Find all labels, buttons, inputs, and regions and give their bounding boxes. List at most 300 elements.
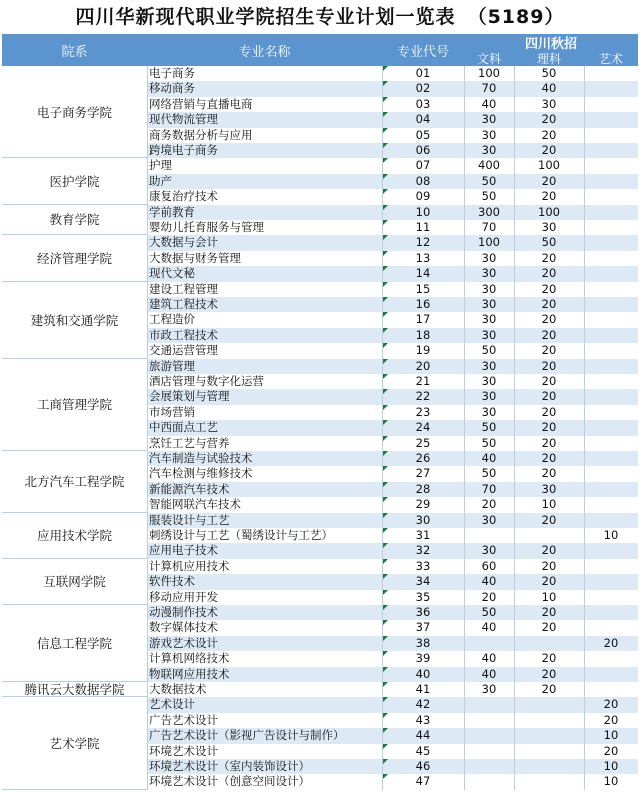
cell-li: 20	[541, 651, 557, 666]
cell-code: 27	[415, 466, 431, 481]
cell-wen: 30	[481, 374, 497, 388]
cell-marker-icon	[383, 158, 388, 163]
cell-marker-icon	[383, 405, 388, 410]
cell-yi	[584, 574, 638, 589]
cell-wen: 30	[481, 389, 497, 404]
cell-marker-icon	[383, 744, 388, 749]
cell-wen: 70	[481, 481, 497, 496]
cell-code: 19	[415, 343, 431, 358]
cell-code: 31	[415, 528, 431, 542]
cell-li	[514, 728, 584, 743]
cell-wen	[464, 713, 514, 728]
cell-li: 50	[541, 235, 557, 250]
cell-major: 大数据与会计	[149, 235, 218, 250]
cell-major: 现代物流管理	[149, 112, 218, 127]
column-divider	[514, 66, 515, 790]
cell-major: 刺绣设计与工艺（蜀绣设计与工艺）	[149, 528, 333, 542]
cell-marker-icon	[383, 682, 388, 687]
cell-li: 20	[541, 189, 557, 204]
cell-marker-icon	[383, 297, 388, 302]
cell-major: 广告艺术设计	[149, 712, 218, 727]
cell-code: 16	[415, 297, 431, 311]
cell-wen: 50	[481, 173, 497, 188]
cell-code: 05	[415, 127, 431, 142]
cell-marker-icon	[383, 636, 388, 641]
cell-marker-icon	[383, 81, 388, 86]
cell-li: 30	[541, 220, 557, 234]
cell-wen: 40	[481, 574, 497, 589]
cell-major: 大数据技术	[149, 682, 207, 696]
cell-yi	[584, 189, 638, 204]
department-cell: 建筑和交通学院	[2, 282, 147, 359]
cell-marker-icon	[383, 667, 388, 672]
cell-yi	[584, 374, 638, 389]
cell-major: 新能源汽车技术	[149, 481, 230, 496]
cell-code: 47	[415, 774, 431, 789]
cell-major: 物联网应用技术	[149, 666, 230, 681]
cell-marker-icon	[383, 128, 388, 133]
cell-yi	[584, 158, 638, 173]
cell-major: 旅游管理	[149, 358, 195, 373]
cell-li: 10	[541, 589, 557, 604]
cell-code: 07	[415, 158, 431, 173]
cell-marker-icon	[383, 574, 388, 579]
cell-yi	[584, 497, 638, 512]
cell-major: 婴幼儿托育服务与管理	[149, 220, 264, 234]
cell-marker-icon	[383, 220, 388, 225]
cell-major: 市场营销	[149, 404, 195, 419]
column-divider	[147, 66, 148, 790]
cell-yi	[584, 328, 638, 343]
cell-code: 18	[415, 327, 431, 342]
cell-code: 46	[415, 759, 431, 773]
cell-marker-icon	[383, 543, 388, 548]
department-cell: 应用技术学院	[2, 513, 147, 559]
cell-yi: 10	[603, 728, 619, 743]
cell-wen: 100	[478, 235, 500, 250]
cell-li: 20	[541, 558, 557, 573]
cell-wen: 40	[481, 666, 497, 681]
cell-yi	[584, 297, 638, 312]
cell-li: 20	[541, 312, 557, 327]
cell-li: 20	[541, 420, 557, 435]
cell-major: 广告艺术设计（影视广告设计与制作）	[149, 728, 345, 743]
header-department: 院系	[61, 44, 88, 60]
cell-yi	[584, 143, 638, 158]
cell-li: 20	[541, 620, 557, 635]
cell-wen	[464, 728, 514, 743]
cell-yi	[584, 174, 638, 189]
cell-code: 10	[415, 204, 431, 219]
cell-wen: 50	[481, 466, 497, 481]
cell-marker-icon	[383, 328, 388, 333]
cell-code: 33	[415, 558, 431, 573]
cell-wen: 30	[481, 358, 497, 373]
cell-major: 移动应用开发	[149, 589, 218, 604]
cell-marker-icon	[383, 282, 388, 287]
cell-wen: 50	[481, 189, 497, 204]
cell-marker-icon	[383, 728, 388, 733]
cell-code: 03	[415, 96, 431, 111]
cell-major: 环境艺术设计（创意空间设计）	[149, 774, 310, 789]
cell-yi	[584, 235, 638, 250]
cell-code: 36	[415, 605, 431, 619]
cell-yi: 20	[603, 712, 619, 727]
cell-marker-icon	[383, 343, 388, 348]
cell-wen: 30	[481, 127, 497, 142]
cell-yi	[584, 620, 638, 635]
cell-yi	[584, 667, 638, 682]
cell-code: 17	[415, 312, 431, 327]
cell-li: 20	[541, 112, 557, 127]
cell-yi	[584, 590, 638, 605]
cell-code: 37	[415, 620, 431, 635]
cell-wen: 70	[481, 81, 497, 96]
cell-yi	[584, 682, 638, 697]
cell-yi	[584, 81, 638, 96]
cell-yi	[584, 343, 638, 358]
cell-marker-icon	[383, 605, 388, 610]
cell-marker-icon	[383, 66, 388, 71]
cell-yi	[584, 112, 638, 127]
title-text: 四川华新现代职业学院招生专业计划一览表	[75, 6, 456, 28]
cell-code: 41	[415, 682, 431, 696]
cell-major: 大数据与财务管理	[149, 250, 241, 265]
department-cell: 工商管理学院	[2, 359, 147, 451]
department-cell: 北方汽车工程学院	[2, 451, 147, 513]
cell-wen: 20	[481, 589, 497, 604]
cell-yi	[584, 251, 638, 266]
cell-wen: 40	[481, 451, 497, 465]
cell-li: 10	[541, 497, 557, 512]
cell-li: 20	[541, 543, 557, 558]
cell-wen: 30	[481, 143, 497, 157]
cell-wen	[464, 636, 514, 651]
cell-wen: 30	[481, 112, 497, 127]
cell-li: 20	[541, 143, 557, 157]
cell-code: 09	[415, 189, 431, 204]
cell-yi	[584, 651, 638, 666]
cell-marker-icon	[383, 189, 388, 194]
cell-code: 30	[415, 512, 431, 527]
cell-wen: 30	[481, 512, 497, 527]
cell-code: 44	[415, 728, 431, 743]
cell-wen: 30	[481, 312, 497, 327]
cell-wen: 20	[481, 497, 497, 512]
cell-major: 艺术设计	[149, 697, 195, 712]
cell-code: 35	[415, 589, 431, 604]
cell-wen: 50	[481, 343, 497, 358]
cell-marker-icon	[383, 528, 388, 533]
cell-marker-icon	[383, 713, 388, 718]
cell-li	[514, 774, 584, 789]
cell-li	[514, 713, 584, 728]
cell-marker-icon	[383, 312, 388, 317]
table-header	[2, 34, 638, 66]
department-cell: 电子商务学院	[2, 66, 147, 158]
cell-code: 20	[415, 358, 431, 373]
cell-li: 50	[541, 66, 557, 80]
cell-li: 20	[541, 250, 557, 265]
cell-major: 环境艺术设计（室内装饰设计）	[149, 759, 310, 773]
cell-li: 30	[541, 96, 557, 111]
cell-code: 32	[415, 543, 431, 558]
cell-major: 汽车检测与维修技术	[149, 466, 253, 481]
cell-marker-icon	[383, 266, 388, 271]
cell-marker-icon	[383, 466, 388, 471]
cell-marker-icon	[383, 697, 388, 702]
cell-wen: 30	[481, 327, 497, 342]
cell-major: 游戏艺术设计	[149, 635, 218, 650]
cell-marker-icon	[383, 174, 388, 179]
cell-yi	[584, 266, 638, 281]
cell-li: 20	[541, 343, 557, 358]
header-li: 理科	[536, 51, 561, 66]
cell-li: 20	[541, 297, 557, 311]
title-total: （5189）	[467, 6, 565, 28]
cell-major: 现代文秘	[149, 266, 195, 281]
page-title	[0, 0, 640, 34]
cell-li	[514, 528, 584, 543]
cell-li: 100	[538, 204, 560, 219]
cell-wen: 50	[481, 420, 497, 435]
department-cell: 信息工程学院	[2, 605, 147, 682]
cell-yi: 10	[603, 528, 619, 542]
cell-wen: 30	[481, 543, 497, 558]
cell-wen	[464, 697, 514, 712]
cell-li: 20	[541, 435, 557, 450]
cell-marker-icon	[383, 559, 388, 564]
cell-yi: 20	[603, 635, 619, 650]
cell-marker-icon	[383, 451, 388, 456]
cell-wen: 70	[481, 220, 497, 234]
cell-code: 15	[415, 281, 431, 296]
cell-li	[514, 636, 584, 651]
cell-yi	[584, 605, 638, 620]
cell-marker-icon	[383, 590, 388, 595]
cell-wen: 30	[481, 682, 497, 696]
cell-major: 交通运营管理	[149, 343, 218, 358]
cell-li: 20	[541, 389, 557, 404]
cell-li: 20	[541, 466, 557, 481]
cell-major: 网络营销与直播电商	[149, 96, 253, 111]
header-yi: 艺术	[598, 51, 623, 66]
cell-wen	[464, 774, 514, 789]
cell-major: 酒店管理与数字化运营	[149, 374, 264, 388]
cell-marker-icon	[383, 482, 388, 487]
cell-wen: 50	[481, 435, 497, 450]
department-cell: 艺术学院	[2, 697, 147, 789]
cell-code: 40	[415, 666, 431, 681]
column-divider	[382, 66, 383, 790]
cell-code: 21	[415, 374, 431, 388]
cell-marker-icon	[383, 759, 388, 764]
cell-wen: 30	[481, 297, 497, 311]
table-body	[2, 66, 638, 790]
cell-yi	[584, 436, 638, 451]
cell-marker-icon	[383, 513, 388, 518]
cell-major: 康复治疗技术	[149, 189, 218, 204]
cell-major: 护理	[149, 158, 172, 173]
cell-major: 环境艺术设计	[149, 743, 218, 758]
cell-major: 计算机应用技术	[149, 558, 230, 573]
cell-major: 软件技术	[149, 574, 195, 589]
cell-major: 市政工程技术	[149, 327, 218, 342]
cell-major: 会展策划与管理	[149, 389, 230, 404]
cell-major: 建筑工程技术	[149, 297, 218, 311]
cell-li: 20	[541, 666, 557, 681]
cell-code: 42	[415, 697, 431, 712]
cell-marker-icon	[383, 651, 388, 656]
cell-marker-icon	[383, 143, 388, 148]
cell-li: 30	[541, 481, 557, 496]
cell-li: 20	[541, 374, 557, 388]
cell-code: 08	[415, 173, 431, 188]
header-group: 四川秋招	[524, 36, 577, 52]
cell-wen: 100	[478, 66, 500, 80]
cell-yi	[584, 543, 638, 558]
cell-wen	[464, 744, 514, 759]
cell-major: 计算机网络技术	[149, 651, 230, 666]
cell-major: 学前教育	[149, 204, 195, 219]
department-cell: 医护学院	[2, 158, 147, 204]
cell-code: 38	[415, 635, 431, 650]
cell-marker-icon	[383, 497, 388, 502]
cell-yi	[584, 466, 638, 481]
cell-major: 应用电子技术	[149, 543, 218, 558]
cell-li	[514, 744, 584, 759]
cell-major: 工程造价	[149, 312, 195, 327]
header-major: 专业名称	[238, 44, 291, 60]
cell-marker-icon	[383, 97, 388, 102]
cell-li: 20	[541, 281, 557, 296]
cell-yi	[584, 513, 638, 528]
cell-code: 39	[415, 651, 431, 666]
department-cell: 经济管理学院	[2, 235, 147, 281]
cell-marker-icon	[383, 436, 388, 441]
cell-code: 34	[415, 574, 431, 589]
cell-code: 26	[415, 451, 431, 465]
cell-major: 数字媒体技术	[149, 620, 218, 635]
cell-marker-icon	[383, 251, 388, 256]
cell-code: 11	[415, 220, 431, 234]
cell-wen	[464, 528, 514, 543]
header-code: 专业代号	[396, 44, 449, 60]
cell-code: 23	[415, 404, 431, 419]
cell-marker-icon	[383, 235, 388, 240]
cell-yi	[584, 420, 638, 435]
cell-wen: 40	[481, 620, 497, 635]
cell-li: 20	[541, 266, 557, 281]
cell-li: 20	[541, 451, 557, 465]
department-cell: 教育学院	[2, 205, 147, 236]
cell-yi	[584, 282, 638, 297]
cell-major: 电子商务	[149, 66, 195, 80]
cell-yi	[584, 128, 638, 143]
cell-wen: 30	[481, 266, 497, 281]
cell-yi	[584, 451, 638, 466]
cell-li: 40	[541, 81, 557, 96]
cell-marker-icon	[383, 389, 388, 394]
cell-code: 14	[415, 266, 431, 281]
cell-yi: 10	[603, 774, 619, 789]
cell-li	[514, 697, 584, 712]
cell-li: 20	[541, 173, 557, 188]
cell-major: 服装设计与工艺	[149, 512, 230, 527]
cell-yi	[584, 389, 638, 404]
cell-code: 43	[415, 712, 431, 727]
cell-li	[514, 759, 584, 774]
cell-wen: 40	[481, 651, 497, 666]
cell-li: 20	[541, 574, 557, 589]
cell-li: 20	[541, 605, 557, 619]
cell-major: 汽车制造与试验技术	[149, 451, 253, 465]
header-wen: 文科	[476, 51, 501, 66]
cell-major: 建设工程管理	[149, 281, 218, 296]
cell-li: 20	[541, 682, 557, 696]
cell-major: 移动商务	[149, 81, 195, 96]
cell-yi	[584, 97, 638, 112]
cell-code: 22	[415, 389, 431, 404]
cell-major: 中西面点工艺	[149, 420, 218, 435]
cell-marker-icon	[383, 374, 388, 379]
cell-major: 助产	[149, 173, 172, 188]
column-divider	[464, 66, 465, 790]
cell-li: 20	[541, 127, 557, 142]
cell-li: 20	[541, 512, 557, 527]
cell-li: 20	[541, 327, 557, 342]
cell-yi	[584, 359, 638, 374]
cell-li: 20	[541, 404, 557, 419]
cell-marker-icon	[383, 774, 388, 779]
cell-yi	[584, 482, 638, 497]
cell-code: 45	[415, 743, 431, 758]
cell-wen	[464, 759, 514, 774]
cell-yi	[584, 205, 638, 220]
cell-yi: 10	[603, 759, 619, 773]
cell-code: 12	[415, 235, 431, 250]
cell-yi	[584, 559, 638, 574]
cell-yi: 20	[603, 697, 619, 712]
cell-marker-icon	[383, 420, 388, 425]
department-cell: 腾讯云大数据学院	[2, 682, 147, 697]
cell-li: 100	[538, 158, 560, 173]
cell-code: 13	[415, 250, 431, 265]
cell-code: 04	[415, 112, 431, 127]
cell-yi	[584, 66, 638, 81]
cell-major: 商务数据分析与应用	[149, 127, 253, 142]
cell-marker-icon	[383, 112, 388, 117]
cell-wen: 50	[481, 605, 497, 619]
cell-wen: 300	[478, 204, 500, 219]
cell-wen: 60	[481, 558, 497, 573]
cell-wen: 40	[481, 96, 497, 111]
cell-major: 动漫制作技术	[149, 605, 218, 619]
cell-code: 29	[415, 497, 431, 512]
cell-code: 28	[415, 481, 431, 496]
cell-major: 烹饪工艺与营养	[149, 435, 230, 450]
cell-yi: 20	[603, 743, 619, 758]
department-cell: 互联网学院	[2, 559, 147, 605]
cell-code: 06	[415, 143, 431, 157]
cell-yi	[584, 405, 638, 420]
cell-code: 24	[415, 420, 431, 435]
cell-marker-icon	[383, 359, 388, 364]
cell-code: 25	[415, 435, 431, 450]
column-divider	[584, 66, 585, 790]
cell-major: 跨境电子商务	[149, 143, 218, 157]
cell-major: 智能网联汽车技术	[149, 497, 241, 512]
